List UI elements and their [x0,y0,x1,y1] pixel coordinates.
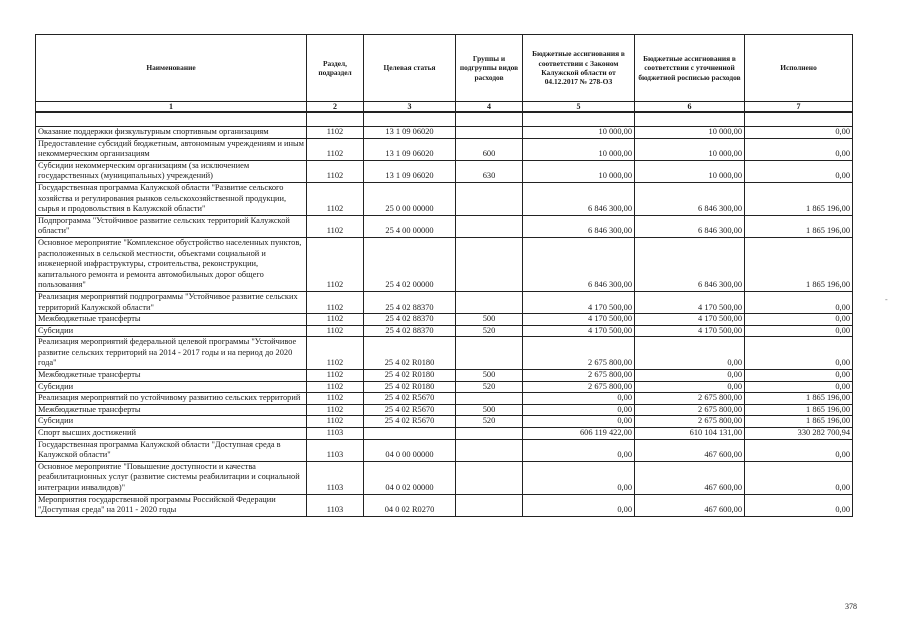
cell-name: Субсидии некоммерческим организациям (за исключением государственных (муниципальных) учреждений) [36,160,307,182]
cell-executed: 0,00 [745,439,853,461]
cell-group: 520 [456,325,523,337]
cell-budget-list: 2 675 800,00 [635,393,745,405]
cell-target: 25 0 00 00000 [364,182,456,215]
cell-budget-list: 6 846 300,00 [635,215,745,237]
cell-name: Межбюджетные трансферты [36,404,307,416]
cell-name: Межбюджетные трансферты [36,314,307,326]
cell-group [456,439,523,461]
cell-target: 04 0 00 00000 [364,439,456,461]
cell-budget-list: 10 000,00 [635,138,745,160]
cell-executed: 0,00 [745,337,853,370]
cell-budget-list: 4 170 500,00 [635,291,745,313]
cell-executed: 1 865 196,00 [745,404,853,416]
column-number: 3 [364,102,456,113]
cell-section: 1103 [307,461,364,494]
cell-name: Субсидии [36,381,307,393]
spacer-row [36,112,853,127]
cell-budget-list: 0,00 [635,337,745,370]
table-row [36,127,853,139]
cell-budget-list: 10 000,00 [635,160,745,182]
table-row [36,381,853,393]
table-header [36,35,853,102]
header-budget-law: Бюджетные ассигнования в соответствии с Законом Калужской области от 04.12.2017 № 278-ОЗ [523,35,635,102]
header-target: Целевая статья [364,35,456,102]
cell-group [456,127,523,139]
header-groups: Группы и подгруппы видов расходов [456,35,523,102]
cell-group: 500 [456,370,523,382]
cell-executed: 0,00 [745,314,853,326]
cell-budget-list: 10 000,00 [635,127,745,139]
table-row [36,237,853,291]
cell-group [456,215,523,237]
cell-budget-list: 467 600,00 [635,439,745,461]
cell-section: 1102 [307,215,364,237]
cell-budget-law: 2 675 800,00 [523,370,635,382]
cell-name: Предоставление субсидий бюджетным, автономным учреждениям и иным некоммерческим организациям [36,138,307,160]
table-row [36,461,853,494]
cell-target: 13 1 09 06020 [364,160,456,182]
cell-executed: 0,00 [745,127,853,139]
cell-target: 04 0 02 00000 [364,461,456,494]
cell-group [456,461,523,494]
cell-name: Реализация мероприятий подпрограммы "Устойчивое развитие сельских территорий Калужской области" [36,291,307,313]
cell-budget-list: 4 170 500,00 [635,325,745,337]
cell-executed: 0,00 [745,381,853,393]
table-row [36,182,853,215]
cell-target: 25 4 02 R5670 [364,416,456,428]
table-row [36,325,853,337]
cell-section: 1103 [307,494,364,516]
cell-target: 13 1 09 06020 [364,138,456,160]
cell-target: 25 4 02 R0180 [364,370,456,382]
cell-budget-law: 2 675 800,00 [523,337,635,370]
cell-group [456,494,523,516]
cell-group: 520 [456,416,523,428]
cell-budget-law: 4 170 500,00 [523,291,635,313]
cell-budget-list: 4 170 500,00 [635,314,745,326]
cell-target: 25 4 02 R5670 [364,404,456,416]
cell-target: 25 4 02 88370 [364,314,456,326]
cell-budget-list: 2 675 800,00 [635,416,745,428]
table-row [36,416,853,428]
cell-executed: 0,00 [745,494,853,516]
cell-group: 600 [456,138,523,160]
cell-budget-list: 467 600,00 [635,461,745,494]
cell-budget-law: 0,00 [523,393,635,405]
cell-executed: 0,00 [745,461,853,494]
table-row [36,404,853,416]
cell-section: 1102 [307,291,364,313]
cell-section: 1102 [307,393,364,405]
cell-group: 500 [456,314,523,326]
cell-target: 13 1 09 06020 [364,127,456,139]
header-executed: Исполнено [745,35,853,102]
cell-group [456,182,523,215]
cell-budget-list: 0,00 [635,381,745,393]
cell-budget-law: 0,00 [523,494,635,516]
column-number: 5 [523,102,635,113]
cell-executed: 1 865 196,00 [745,215,853,237]
cell-budget-list: 2 675 800,00 [635,404,745,416]
cell-budget-law: 10 000,00 [523,160,635,182]
cell-name: Межбюджетные трансферты [36,370,307,382]
cell-budget-list: 467 600,00 [635,494,745,516]
cell-group [456,237,523,291]
cell-budget-law: 6 846 300,00 [523,237,635,291]
table-row [36,160,853,182]
table-row [36,439,853,461]
cell-budget-list: 0,00 [635,370,745,382]
table-row [36,370,853,382]
cell-executed: 1 865 196,00 [745,393,853,405]
cell-section: 1102 [307,314,364,326]
column-number: 7 [745,102,853,113]
header-budget-list: Бюджетные ассигнования в соответствии с уточненной бюджетной росписью расходов [635,35,745,102]
cell-group: 630 [456,160,523,182]
cell-budget-law: 606 119 422,00 [523,428,635,440]
cell-executed: 0,00 [745,160,853,182]
cell-budget-law: 0,00 [523,439,635,461]
cell-budget-law: 4 170 500,00 [523,314,635,326]
cell-section: 1102 [307,182,364,215]
cell-executed: 0,00 [745,370,853,382]
cell-target: 25 4 02 R0180 [364,337,456,370]
column-number: 4 [456,102,523,113]
table-row [36,494,853,516]
column-number: 2 [307,102,364,113]
table-row [36,428,853,440]
cell-target: 25 4 02 88370 [364,291,456,313]
cell-section: 1102 [307,237,364,291]
cell-section: 1102 [307,325,364,337]
cell-budget-list: 6 846 300,00 [635,182,745,215]
cell-name: Основное мероприятие "Повышение доступности и качества реабилитационных услуг (развитие системы реабилитации и социальной интеграции инвалидов)" [36,461,307,494]
cell-section: 1103 [307,439,364,461]
cell-group: 520 [456,381,523,393]
budget-table [35,34,853,517]
cell-name: Субсидии [36,325,307,337]
cell-executed: 0,00 [745,138,853,160]
cell-target [364,428,456,440]
column-number: 6 [635,102,745,113]
cell-target: 25 4 00 00000 [364,215,456,237]
edge-mark: - [885,295,888,304]
cell-budget-law: 6 846 300,00 [523,215,635,237]
table-row [36,138,853,160]
cell-section: 1102 [307,337,364,370]
cell-name: Основное мероприятие "Комплексное обустройство населенных пунктов, расположенных в сельской местности, объектами социальной и инженерной инфраструктуры, строительства, реконструкции, капитального ремонта и ремонта автомобильных дорог общего пользования" [36,237,307,291]
cell-executed: 0,00 [745,291,853,313]
cell-name: Мероприятия государственной программы Российской Федерации "Доступная среда" на 2011 - 2020 годы [36,494,307,516]
column-number-row [36,102,853,113]
cell-target: 25 4 02 R0180 [364,381,456,393]
cell-budget-list: 6 846 300,00 [635,237,745,291]
cell-section: 1102 [307,416,364,428]
cell-budget-law: 0,00 [523,416,635,428]
cell-budget-law: 2 675 800,00 [523,381,635,393]
cell-target: 25 4 02 00000 [364,237,456,291]
cell-name: Реализация мероприятий по устойчивому развитию сельских территорий [36,393,307,405]
cell-name: Реализация мероприятий федеральной целевой программы "Устойчивое развитие сельских территорий на 2014 - 2017 годы и на период до 2020 года" [36,337,307,370]
cell-executed: 1 865 196,00 [745,182,853,215]
cell-name: Государственная программа Калужской области "Развитие сельского хозяйства и регулирования рынков сельскохозяйственной продукции, сырья и продовольствия в Калужской области" [36,182,307,215]
cell-target: 25 4 02 R5670 [364,393,456,405]
header-name: Наименование [36,35,307,102]
cell-section: 1102 [307,138,364,160]
cell-name: Подпрограмма "Устойчивое развитие сельских территорий Калужской области" [36,215,307,237]
header-section: Раздел, подраздел [307,35,364,102]
cell-section: 1102 [307,127,364,139]
column-number: 1 [36,102,307,113]
cell-budget-law: 0,00 [523,404,635,416]
table-body [36,102,853,517]
table-row [36,314,853,326]
cell-budget-law: 10 000,00 [523,138,635,160]
cell-name: Субсидии [36,416,307,428]
cell-name: Оказание поддержки физкультурным спортивным организациям [36,127,307,139]
cell-budget-list: 610 104 131,00 [635,428,745,440]
table-row [36,337,853,370]
cell-executed: 1 865 196,00 [745,237,853,291]
cell-section: 1102 [307,160,364,182]
cell-budget-law: 10 000,00 [523,127,635,139]
cell-section: 1103 [307,428,364,440]
table-row [36,291,853,313]
cell-executed: 1 865 196,00 [745,416,853,428]
cell-target: 04 0 02 R0270 [364,494,456,516]
cell-executed: 0,00 [745,325,853,337]
table-row [36,215,853,237]
cell-group [456,393,523,405]
cell-budget-law: 4 170 500,00 [523,325,635,337]
cell-name: Государственная программа Калужской области "Доступная среда в Калужской области" [36,439,307,461]
cell-section: 1102 [307,404,364,416]
cell-section: 1102 [307,381,364,393]
cell-group: 500 [456,404,523,416]
table-row [36,393,853,405]
cell-executed: 330 282 700,94 [745,428,853,440]
cell-budget-law: 0,00 [523,461,635,494]
cell-target: 25 4 02 88370 [364,325,456,337]
cell-group [456,291,523,313]
cell-section: 1102 [307,370,364,382]
cell-group [456,428,523,440]
cell-name: Спорт высших достижений [36,428,307,440]
cell-budget-law: 6 846 300,00 [523,182,635,215]
budget-table-sheet [35,34,852,517]
page-number: 378 [845,602,857,611]
cell-group [456,337,523,370]
